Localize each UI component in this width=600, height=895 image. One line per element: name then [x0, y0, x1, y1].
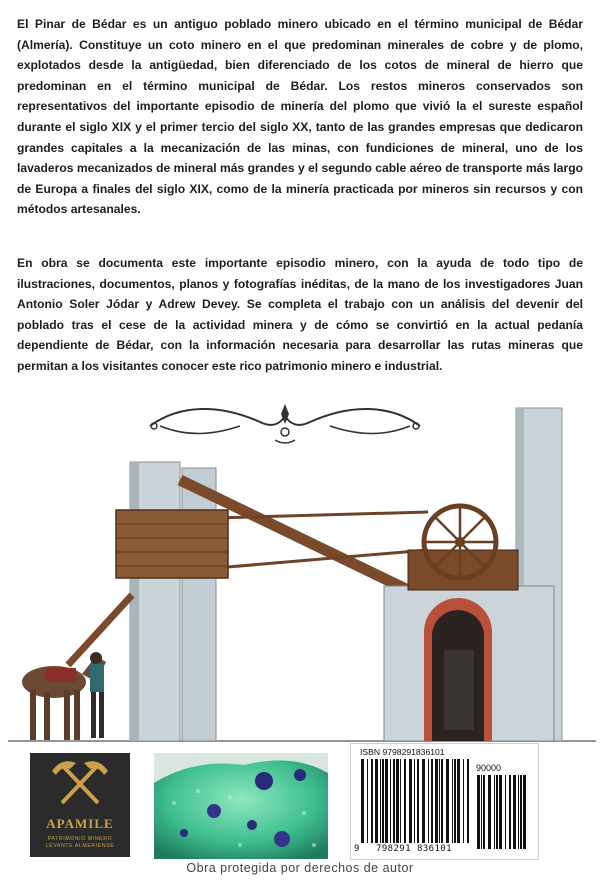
logo-subtitle-2: LEVANTE ALMERIENSE — [45, 843, 115, 849]
description-paragraph-2: En obra se documenta este importante episodio minero, con la ayuda de todo tipo de ilustraciones, documentos, planos y fotografías inéditas, de la mano de los investigadores Juan Antonio Soler Jódar y Adrew Devey. Se completa el trabajo con un análisis del devenir del poblado tras el cese de la actividad minera y de cómo se convirtió en la actual pedanía dependiente de Bédar, con la información necesaria para desarrollar las rutas mineras que permitan a los visitantes conocer este rico patrimonio minero e industrial. — [17, 256, 583, 373]
crossed-pickaxes-icon — [30, 753, 130, 813]
isbn-barcode — [350, 743, 539, 860]
price-code: 90000 — [476, 763, 502, 773]
mining-headframe-illustration — [8, 400, 596, 752]
apamile-logo — [30, 753, 130, 857]
logo-title: APAMILE — [46, 816, 114, 831]
logo-subtitle-1: PATRIMONIO MINERO — [47, 836, 113, 842]
copyright-footer: Obra protegida por derechos de autor — [186, 861, 414, 875]
decorative-ornament — [140, 396, 430, 448]
ean-left-digits: 798291 — [376, 844, 411, 854]
ean-right-digits: 836101 — [417, 844, 452, 854]
ean-first-digit: 9 — [354, 844, 360, 854]
mineral-photo — [154, 753, 328, 859]
isbn-label: ISBN 9798291836101 — [360, 747, 445, 757]
barcode-bars — [351, 744, 538, 859]
description-paragraph-1: El Pinar de Bédar es un antiguo poblado minero ubicado en el término municipal de Bédar (Almería). Constituye un coto minero en el que predominan minerales de cobre y de plomo, explotados desde la antigüedad, bien diferenciado de los cotos de mineral de hierro que predominan en el término municipal de Bédar. Los restos mineros conservados son representativos del importante episodio de minería del plomo que vivió la el sureste español durante el siglo XIX y el primer tercio del siglo XX, tanto de las grandes empresas que dedicaron grandes capitales a la mecanización de las minas, con fundiciones de mineral, uno de los lavaderos mecanizados de mineral más grandes y el segundo cable aéreo de transporte más largo de Europa a finales del siglo XIX, como de la minería practicada por mineros sin recursos y con métodos artesanales. — [17, 17, 583, 217]
